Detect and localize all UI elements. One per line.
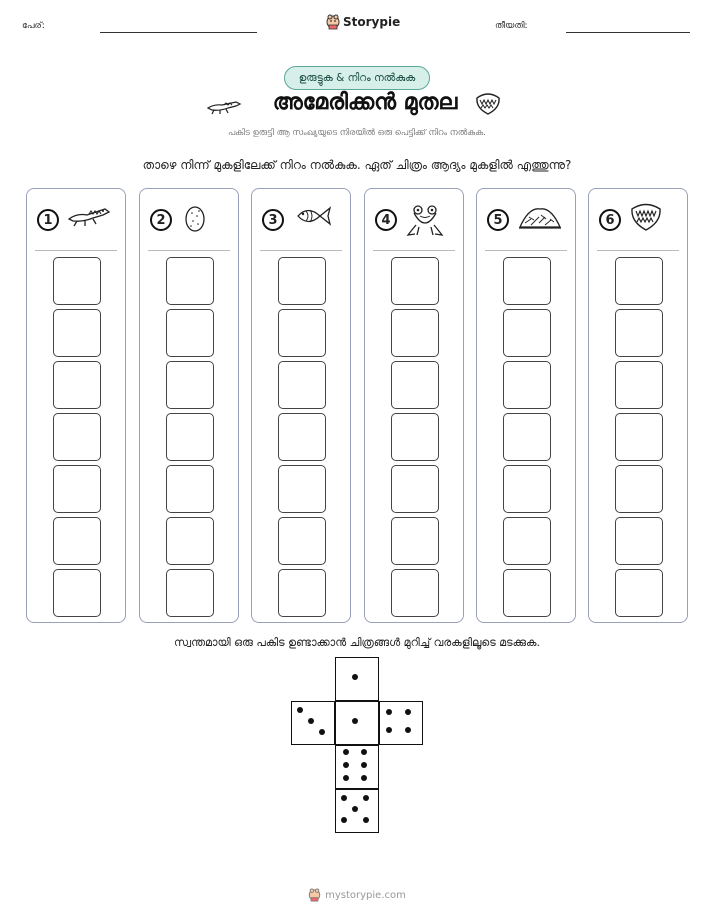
column-6	[588, 188, 688, 623]
color-box[interactable]	[503, 309, 551, 357]
name-line[interactable]	[100, 32, 257, 33]
color-box[interactable]	[53, 569, 101, 617]
die-pip	[405, 727, 411, 733]
alligator-icon	[67, 203, 111, 233]
die-pip	[343, 749, 349, 755]
color-box[interactable]	[166, 517, 214, 565]
page-title: അമേരിക്കൻ മുതല	[272, 90, 458, 115]
color-box[interactable]	[503, 257, 551, 305]
storypie-mascot-icon	[326, 14, 340, 30]
color-box[interactable]	[53, 413, 101, 461]
color-box[interactable]	[391, 569, 439, 617]
color-box[interactable]	[166, 465, 214, 513]
color-box[interactable]	[503, 413, 551, 461]
color-box[interactable]	[278, 569, 326, 617]
die-pip	[341, 795, 347, 801]
column-1	[26, 188, 126, 623]
die-pip	[341, 817, 347, 823]
color-box[interactable]	[503, 465, 551, 513]
die-pip	[363, 795, 369, 801]
color-box[interactable]	[391, 361, 439, 409]
column-number: 1	[37, 209, 59, 231]
color-box[interactable]	[503, 517, 551, 565]
footer-url[interactable]: mystorypie.com	[325, 889, 406, 901]
column-number: 3	[262, 209, 284, 231]
color-box[interactable]	[166, 413, 214, 461]
die-face	[335, 657, 379, 701]
brand-logo	[326, 14, 400, 30]
die-pip	[361, 775, 367, 781]
color-box[interactable]	[278, 257, 326, 305]
name-label: പേര്:	[22, 21, 45, 31]
die-face	[335, 789, 379, 833]
nest-icon	[517, 203, 563, 235]
color-box[interactable]	[615, 309, 663, 357]
die-face	[379, 701, 423, 745]
column-divider	[597, 250, 679, 251]
die-pip	[386, 709, 392, 715]
color-box[interactable]	[391, 413, 439, 461]
die-pip	[361, 762, 367, 768]
column-divider	[260, 250, 342, 251]
color-box[interactable]	[53, 361, 101, 409]
column-divider	[373, 250, 455, 251]
frog-icon	[405, 203, 445, 241]
color-box[interactable]	[503, 569, 551, 617]
color-box[interactable]	[53, 517, 101, 565]
brand-name: Storypie	[343, 15, 401, 29]
color-box[interactable]	[391, 465, 439, 513]
color-box[interactable]	[278, 517, 326, 565]
die-pip	[319, 729, 325, 735]
color-box[interactable]	[391, 257, 439, 305]
color-box[interactable]	[391, 309, 439, 357]
color-box[interactable]	[166, 569, 214, 617]
color-box[interactable]	[278, 413, 326, 461]
date-line[interactable]	[566, 32, 690, 33]
teeth-title-icon	[474, 92, 502, 118]
column-4	[364, 188, 464, 623]
color-box[interactable]	[615, 517, 663, 565]
die-face	[291, 701, 335, 745]
color-box[interactable]	[503, 361, 551, 409]
footer-mascot-icon	[308, 888, 321, 902]
column-number: 6	[599, 209, 621, 231]
die-pip	[363, 817, 369, 823]
column-divider	[35, 250, 117, 251]
die-face	[335, 745, 379, 789]
color-box[interactable]	[166, 257, 214, 305]
column-divider	[148, 250, 230, 251]
die-pip	[343, 762, 349, 768]
column-number: 2	[150, 209, 172, 231]
color-box[interactable]	[278, 465, 326, 513]
color-box[interactable]	[278, 309, 326, 357]
die-pip	[386, 727, 392, 733]
color-box[interactable]	[53, 309, 101, 357]
color-box[interactable]	[53, 465, 101, 513]
column-5	[476, 188, 576, 623]
color-box[interactable]	[615, 413, 663, 461]
fish-icon	[292, 203, 332, 233]
color-box[interactable]	[615, 257, 663, 305]
die-face	[335, 701, 379, 745]
fold-instruction: സ്വന്തമായി ഒരു പകിട ഉണ്ടാക്കാൻ ചിത്രങ്ങൾ മുറിച്ച് വരകളിലൂടെ മടക്കുക.	[174, 636, 540, 649]
column-3	[251, 188, 351, 623]
column-number: 4	[375, 209, 397, 231]
die-pip	[361, 749, 367, 755]
color-box[interactable]	[278, 361, 326, 409]
die-pip	[343, 775, 349, 781]
teeth-icon	[629, 203, 663, 237]
activity-badge: ഉരുട്ടുക & നിറം നൽകുക	[284, 66, 430, 90]
page-subtitle: പകിട ഉരുട്ടി ആ സംഖ്യയുടെ നിരയിൽ ഒരു പെട്ടിക്ക് നിറം നൽകുക.	[228, 128, 486, 138]
die-pip	[308, 718, 314, 724]
die-pip	[352, 718, 358, 724]
color-box[interactable]	[615, 361, 663, 409]
color-box[interactable]	[615, 569, 663, 617]
egg-icon	[180, 203, 210, 237]
instruction-text: താഴെ നിന്ന് മുകളിലേക്ക് നിറം നൽകുക. ഏത് ചിത്രം ആദ്യം മുകളിൽ എത്തുന്നു?	[142, 158, 572, 172]
die-pip	[352, 806, 358, 812]
column-number: 5	[487, 209, 509, 231]
die-pip	[405, 709, 411, 715]
color-box[interactable]	[166, 361, 214, 409]
die-pip	[297, 707, 303, 713]
color-box[interactable]	[166, 309, 214, 357]
die-pip	[352, 674, 358, 680]
column-divider	[485, 250, 567, 251]
column-2	[139, 188, 239, 623]
footer	[0, 888, 714, 902]
color-box[interactable]	[53, 257, 101, 305]
alligator-title-icon	[206, 96, 242, 116]
date-label: തീയതി:	[495, 21, 528, 31]
color-box[interactable]	[615, 465, 663, 513]
color-box[interactable]	[391, 517, 439, 565]
